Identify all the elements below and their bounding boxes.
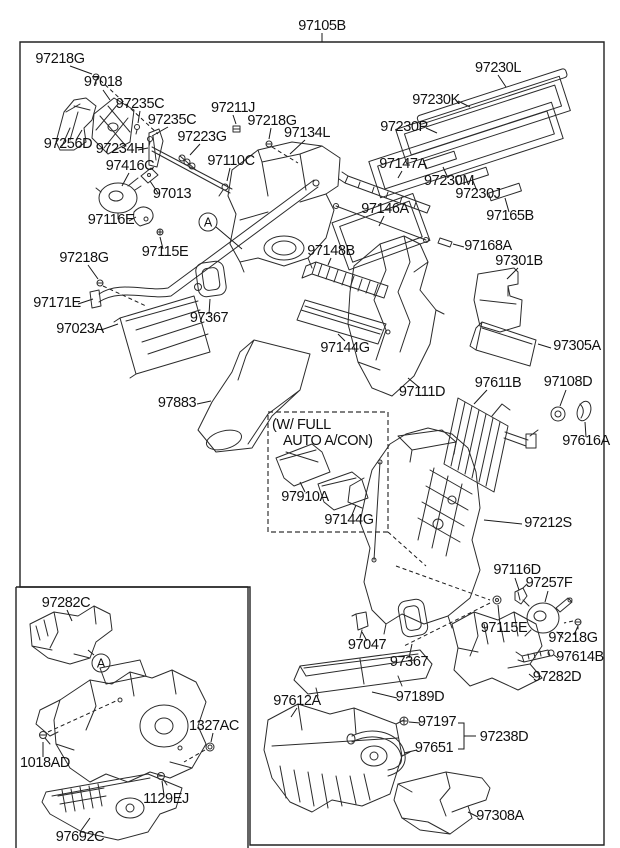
dashed-box-pointer — [388, 532, 426, 566]
label-97235c-2: 97235C — [147, 112, 197, 128]
label-97110c: 97110C — [207, 153, 255, 169]
label-97018: 97018 — [83, 74, 123, 90]
label-1129ej: 1129EJ — [143, 791, 189, 807]
callout-a-top — [199, 213, 217, 231]
sketch-97047-clip — [352, 612, 368, 638]
label-97146a: 97146A — [361, 201, 409, 217]
label-97108d: 97108D — [543, 374, 593, 390]
label-97234h: 97234H — [95, 141, 145, 157]
label-97611b: 97611B — [474, 375, 522, 391]
label-1018ad: 1018AD — [20, 755, 70, 771]
sketch-1018ad-screw — [40, 732, 51, 745]
sketch-97111d-case-half — [348, 236, 444, 396]
label-97147a: 97147A — [379, 156, 427, 172]
label-97197: 97197 — [417, 714, 457, 730]
label-97223g: 97223G — [177, 129, 227, 145]
sketch-97116e-hook — [134, 207, 153, 226]
sketch-97168a-strip — [438, 238, 452, 247]
sketch-97148b-filter — [302, 262, 388, 298]
note-full-auto-line2: AUTO A/CON) — [283, 433, 373, 449]
callout-a-top-letter: A — [203, 215, 213, 230]
label-97171e: 97171E — [33, 295, 81, 311]
sketch-1327ac-nut — [206, 743, 214, 751]
label-97144g-2: 97144G — [324, 512, 374, 528]
sketch-97211j-nut — [233, 126, 240, 132]
label-97257f: 97257F — [525, 575, 573, 591]
sketch-97218g-screw-3 — [97, 280, 103, 286]
sketch-97023a-heater-core — [114, 296, 210, 378]
label-97218g-4: 97218G — [548, 630, 598, 646]
label-97165b: 97165B — [486, 208, 534, 224]
label-97230p: 97230P — [380, 119, 428, 135]
part-labels — [20, 18, 611, 845]
label-97134l: 97134L — [284, 125, 330, 141]
label-97367-2: 97367 — [389, 654, 429, 670]
callout-a-bottom — [92, 654, 110, 672]
sketch-97108d-oring — [551, 407, 565, 421]
callout-a-bottom-letter: A — [96, 656, 106, 671]
label-97218g-1: 97218G — [35, 51, 85, 67]
label-97105b: 97105B — [298, 18, 346, 34]
label-97168a: 97168A — [464, 238, 512, 254]
label-97116e: 97116E — [87, 212, 135, 228]
label-97148b: 97148B — [307, 243, 355, 259]
label-97235c-1: 97235C — [115, 96, 165, 112]
label-97230j: 97230J — [455, 186, 501, 202]
label-97910a: 97910A — [281, 489, 329, 505]
label-97614b: 97614B — [556, 649, 604, 665]
label-97230m: 97230M — [424, 173, 474, 189]
sketch-97197-clip — [400, 717, 408, 725]
label-97616a: 97616A — [562, 433, 610, 449]
label-97111d: 97111D — [398, 384, 446, 400]
label-1327ac: 1327AC — [189, 718, 239, 734]
label-97301b: 97301B — [495, 253, 543, 269]
label-97144g-1: 97144G — [320, 340, 370, 356]
label-97230l: 97230L — [475, 60, 521, 76]
sketch-97367-seal-2 — [397, 598, 429, 638]
label-97115e-2: 97115E — [480, 620, 528, 636]
label-97212s: 97212S — [524, 515, 572, 531]
label-97692c: 97692C — [55, 829, 105, 845]
sketch-97218g-screw-2 — [266, 141, 272, 147]
label-97416c: 97416C — [105, 158, 155, 174]
note-full-auto-line1: (W/ FULL — [272, 417, 331, 433]
label-97218g-2: 97218G — [247, 113, 297, 129]
sketch-97144g-panel-1 — [297, 300, 390, 344]
sketch-97308a-cover — [394, 772, 490, 834]
sketch-97115e-bolt-1 — [157, 229, 163, 235]
sketch-97282c-duct — [30, 606, 112, 664]
label-97282d: 97282D — [532, 669, 582, 685]
label-97047: 97047 — [347, 637, 387, 653]
label-97023a: 97023A — [56, 321, 104, 337]
label-97115e-1: 97115E — [141, 244, 189, 260]
sketch-97611b-evaporator — [444, 398, 538, 492]
label-97305a: 97305A — [553, 338, 601, 354]
label-97230k: 97230K — [412, 92, 460, 108]
label-97211j: 97211J — [210, 100, 256, 116]
sketch-97218g-screw-4 — [575, 619, 581, 629]
label-97116d: 97116D — [493, 562, 541, 578]
label-97282c: 97282C — [41, 595, 91, 611]
sketch-97616a-cap — [575, 399, 594, 422]
sketch-97910a-panel — [276, 444, 330, 486]
sketch-97230m-strip — [424, 151, 457, 168]
sketch-97612a-blower-case — [264, 704, 410, 812]
label-97238d: 97238D — [479, 729, 529, 745]
label-97218g-3: 97218G — [59, 250, 109, 266]
label-97013: 97013 — [152, 186, 192, 202]
label-97308a: 97308A — [476, 808, 524, 824]
sketch-97171e-pipes — [87, 180, 319, 308]
label-97883: 97883 — [157, 395, 197, 411]
label-97651: 97651 — [414, 740, 454, 756]
sketch-97115e-clip-2 — [493, 596, 501, 604]
label-97612a: 97612A — [273, 693, 321, 709]
label-97256d: 97256D — [43, 136, 93, 152]
label-97367-1: 97367 — [189, 310, 229, 326]
label-97189d: 97189D — [395, 689, 445, 705]
sketch-97305a-panel — [470, 322, 536, 366]
